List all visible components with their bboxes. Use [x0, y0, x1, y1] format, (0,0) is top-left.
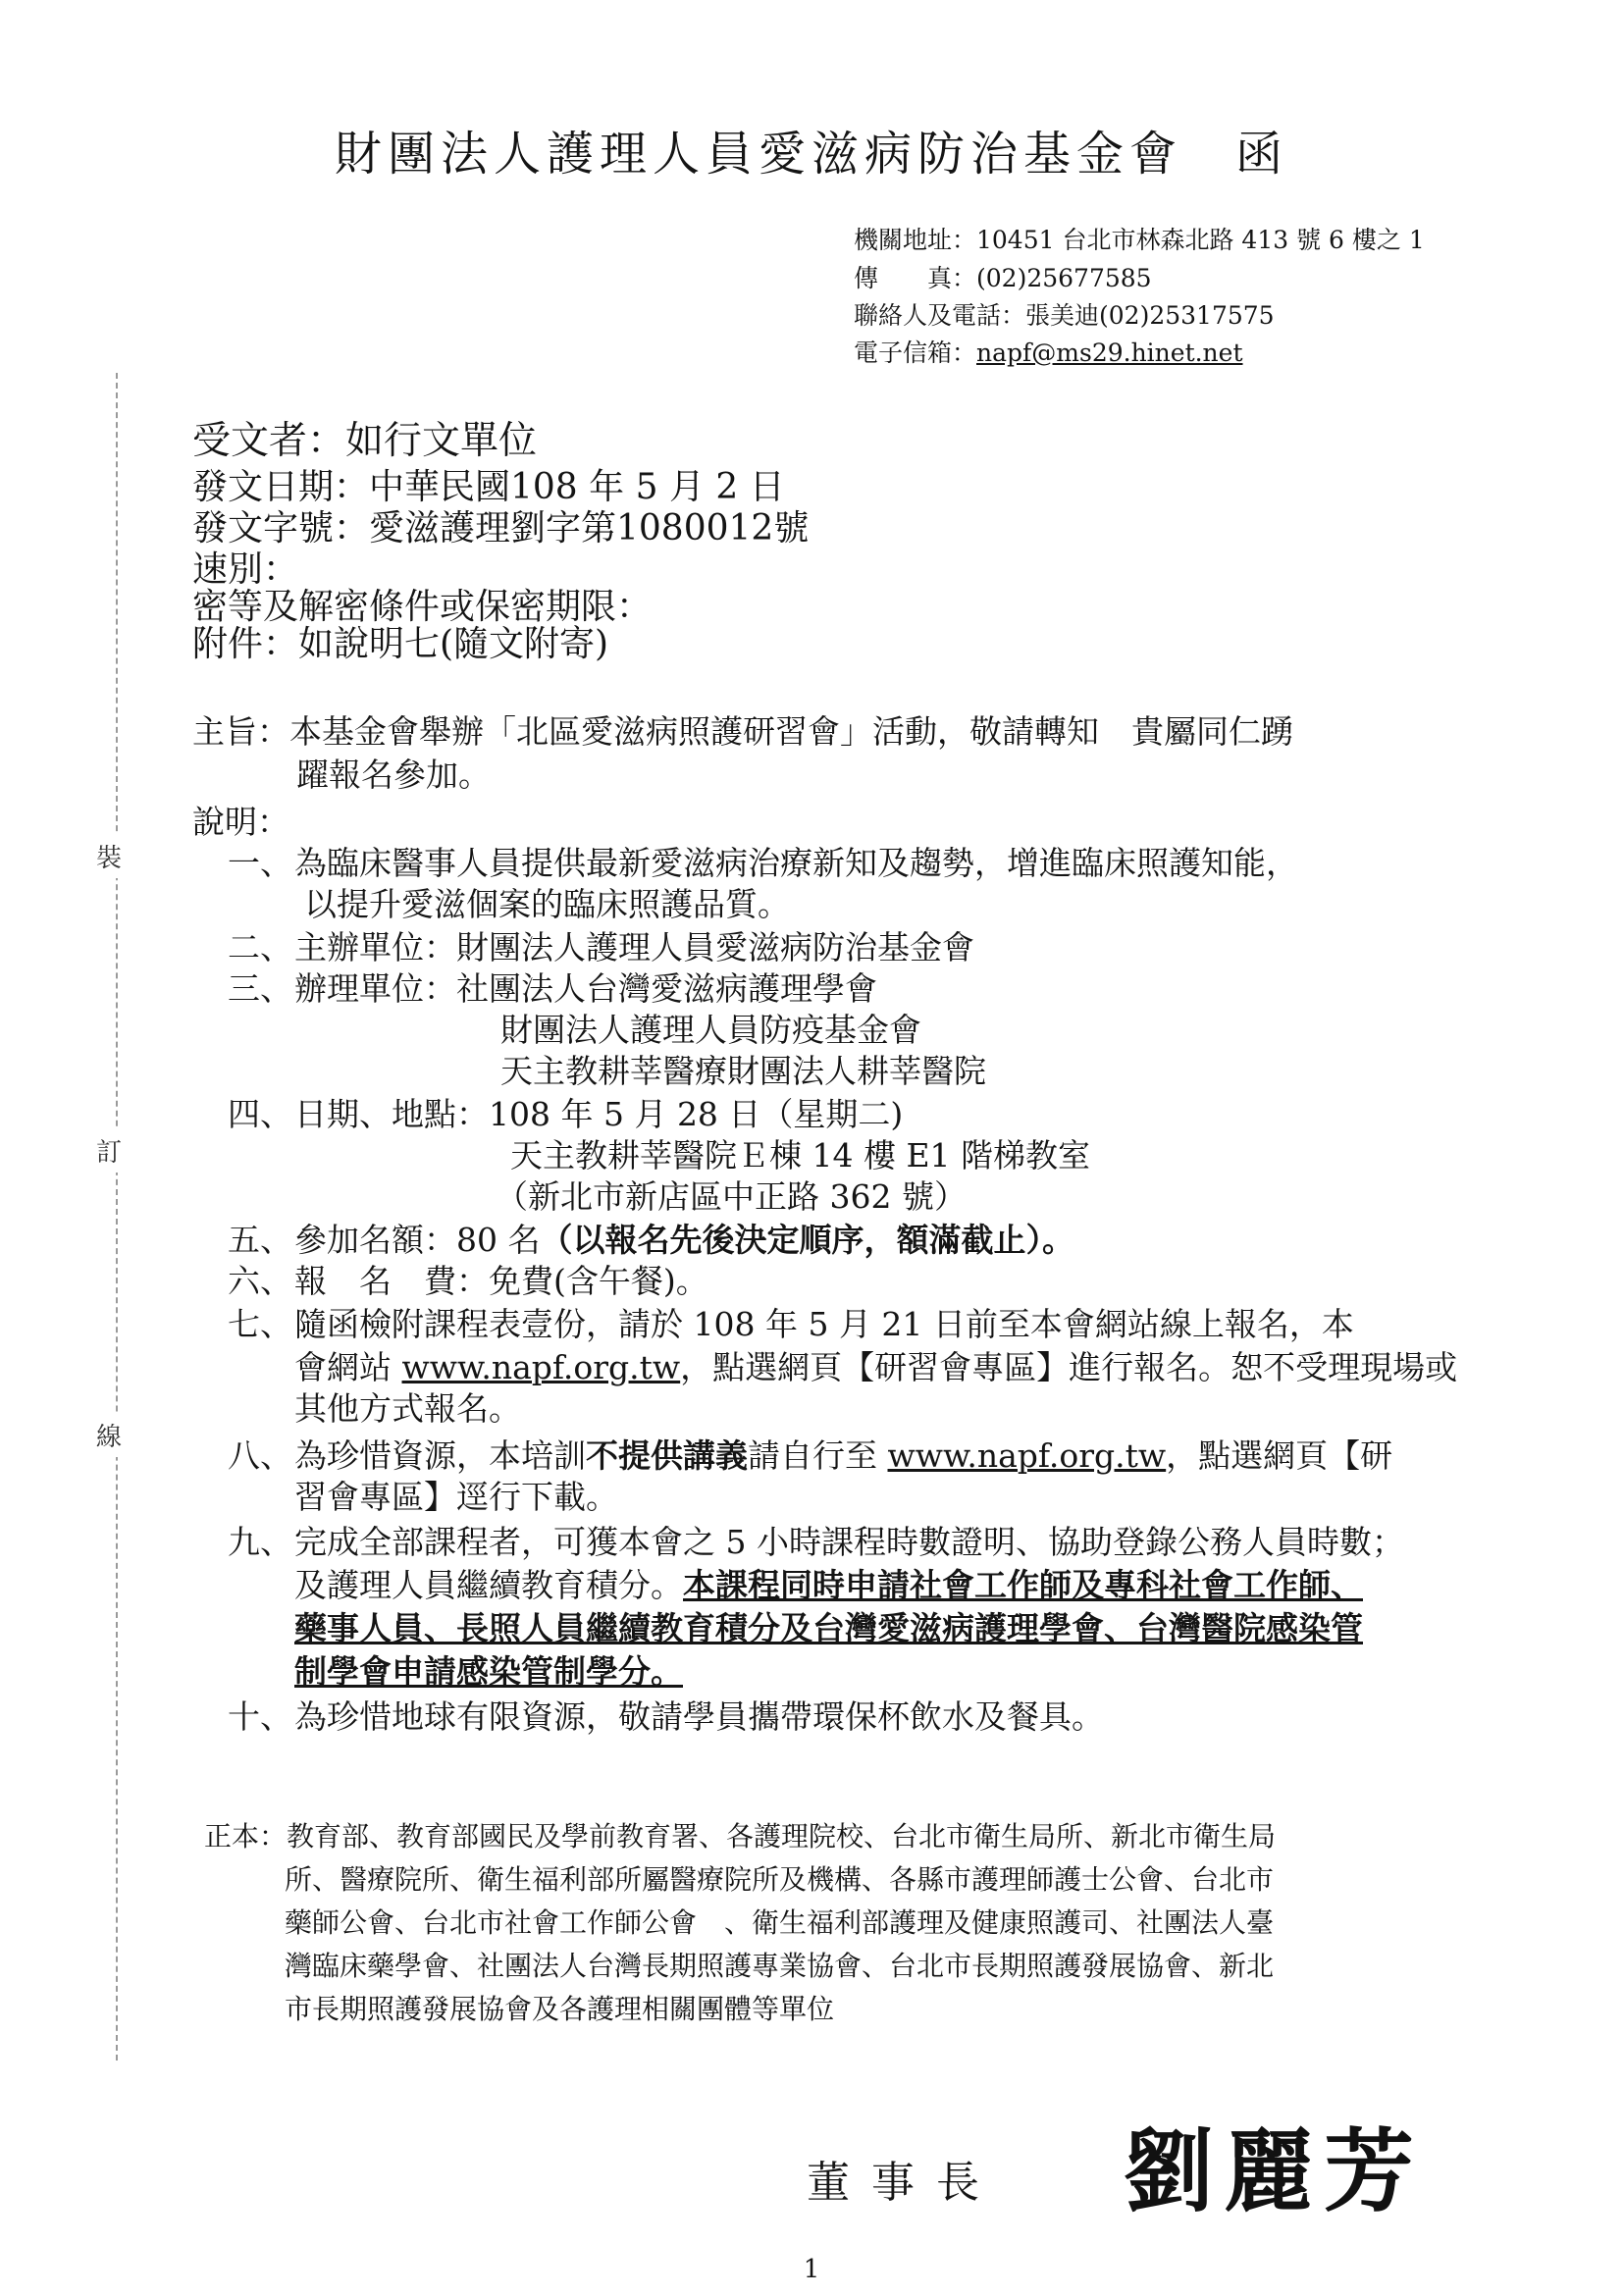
- item4-line2: 天主教耕莘醫院Ｅ棟 14 樓 E1 階梯教室: [510, 1136, 1091, 1174]
- item7-text: 會網站: [294, 1348, 402, 1386]
- cc-line2: 所、醫療院所、衛生福利部所屬醫療院所及機構、各縣市護理師護士公會、台北市: [285, 1863, 1275, 1896]
- cc-line1: 正本：教育部、教育部國民及學前教育署、各護理院校、台北市衛生局所、新北市衛生局: [204, 1820, 1277, 1852]
- item4-line3: （新北市新店區中正路 362 號）: [496, 1177, 967, 1216]
- item-number: 五、: [228, 1221, 292, 1259]
- binding-mark-ding: 訂: [96, 1128, 122, 1173]
- speed-category: 速別：: [192, 549, 299, 590]
- item8-text: 請自行至: [748, 1436, 888, 1475]
- page-number: 1: [803, 2255, 820, 2284]
- item-number: 十、: [228, 1697, 292, 1736]
- contact-phone: 聯絡人及電話：張美迪(02)25317575: [854, 301, 1275, 330]
- item5-line1: [294, 1215, 1074, 1261]
- item10-line1: 為珍惜地球有限資源，敬請學員攜帶環保杯飲水及餐具。: [294, 1697, 1104, 1736]
- website-link[interactable]: www.napf.org.tw: [401, 1348, 681, 1386]
- item-number: 二、: [228, 928, 292, 966]
- explain-label: 說明：: [192, 803, 289, 841]
- item7-line1: 隨函檢附課程表壹份，請於 108 年 5 月 21 日前至本會網站線上報名，本: [294, 1305, 1354, 1343]
- binding-line: [116, 373, 118, 2061]
- website-link[interactable]: www.napf.org.tw: [887, 1436, 1167, 1475]
- item9-line1: 完成全部課程者，可獲本會之 5 小時課程時數證明、協助登錄公務人員時數；: [294, 1523, 1404, 1561]
- item-number: 三、: [228, 969, 292, 1008]
- document-title: 財團法人護理人員愛滋病防治基金會 函: [334, 127, 1288, 182]
- item7-line2: [294, 1342, 1457, 1388]
- item3-line3: 天主教耕莘醫療財團法人耕莘醫院: [500, 1052, 986, 1090]
- item1-line2: 以提升愛滋個案的臨床照護品質。: [304, 885, 790, 923]
- item8-text: 為珍惜資源，本培訓: [294, 1436, 586, 1475]
- item9-text: 及護理人員繼續教育積分。: [294, 1566, 683, 1604]
- document-number: 發文字號：愛滋護理劉字第1080012號: [192, 508, 810, 548]
- item9-line3: 藥事人員、長照人員繼續教育積分及台灣愛滋病護理學會、台灣醫院感染管: [294, 1609, 1363, 1647]
- item9-highlight: 本課程同時申請社會工作師及專科社會工作師、: [683, 1566, 1363, 1604]
- item7-text: ，點選網頁【研習會專區】進行報名。恕不受理現場或: [680, 1348, 1458, 1386]
- contact-fax: 傳 真：(02)25677585: [854, 264, 1152, 292]
- item-number: 一、: [228, 844, 292, 882]
- item-number: 七、: [228, 1305, 292, 1343]
- cc-line4: 灣臨床藥學會、社團法人台灣長期照護專業協會、台北市長期照護發展協會、新北: [285, 1950, 1275, 1982]
- cc-line5: 市長期照護發展協會及各護理相關團體等單位: [285, 1993, 835, 2025]
- signature-name: 劉麗芳: [1124, 2118, 1425, 2224]
- secrecy-level: 密等及解密條件或保密期限：: [192, 587, 653, 627]
- attachment: 附件：如說明七(隨文附寄): [192, 624, 609, 664]
- item9-line4: 制學會申請感染管制學分。: [294, 1652, 683, 1691]
- binding-mark-zhuang: 裝: [96, 834, 122, 878]
- contact-email-label: 電子信箱：: [854, 339, 977, 367]
- cc-line3: 藥師公會、台北市社會工作師公會 、衛生福利部護理及健康照護司、社團法人臺: [285, 1906, 1275, 1939]
- issue-date: 發文日期：中華民國108 年 5 月 2 日: [192, 467, 785, 507]
- contact-email[interactable]: napf@ms29.hinet.net: [976, 339, 1243, 367]
- item3-line1: 辦理單位：社團法人台灣愛滋病護理學會: [294, 969, 877, 1008]
- recipient: 受文者：如行文單位: [192, 419, 538, 463]
- item5-quota-note: （以報名先後決定順序，額滿截止）。: [540, 1221, 1074, 1259]
- item8-text: ，點選網頁【研: [1166, 1436, 1393, 1475]
- item5-quota: 參加名額：80 名: [294, 1221, 541, 1259]
- item3-line2: 財團法人護理人員防疫基金會: [500, 1011, 921, 1049]
- item-number: 八、: [228, 1436, 292, 1475]
- item4-line1: 日期、地點：108 年 5 月 28 日（星期二): [294, 1095, 904, 1133]
- item1-line1: 為臨床醫事人員提供最新愛滋病治療新知及趨勢，增進臨床照護知能，: [294, 844, 1298, 882]
- item8-line1: [294, 1431, 1392, 1477]
- item6-line1: 報 名 費：免費(含午餐)。: [294, 1262, 708, 1300]
- subject-line2: 躍報名參加。: [296, 756, 491, 794]
- item-number: 四、: [228, 1095, 292, 1133]
- item-number: 六、: [228, 1262, 292, 1300]
- item-number: 九、: [228, 1523, 292, 1561]
- subject-line1: 主旨：本基金會舉辦「北區愛滋病照護研習會」活動，敬請轉知 貴屬同仁踴: [192, 712, 1293, 751]
- signature-title: 董事長: [807, 2158, 1001, 2208]
- item8-no-handout: 不提供講義: [586, 1436, 748, 1475]
- item2-line1: 主辦單位：財團法人護理人員愛滋病防治基金會: [294, 928, 974, 966]
- contact-address: 機關地址：10451 台北市林森北路 413 號 6 樓之 1: [854, 226, 1425, 254]
- item9-line2: [294, 1560, 1363, 1606]
- contact-email-row: [854, 334, 1243, 369]
- binding-mark-xian: 線: [96, 1413, 122, 1457]
- item7-line3: 其他方式報名。: [294, 1389, 521, 1428]
- item8-line2: 習會專區】逕行下載。: [294, 1478, 618, 1516]
